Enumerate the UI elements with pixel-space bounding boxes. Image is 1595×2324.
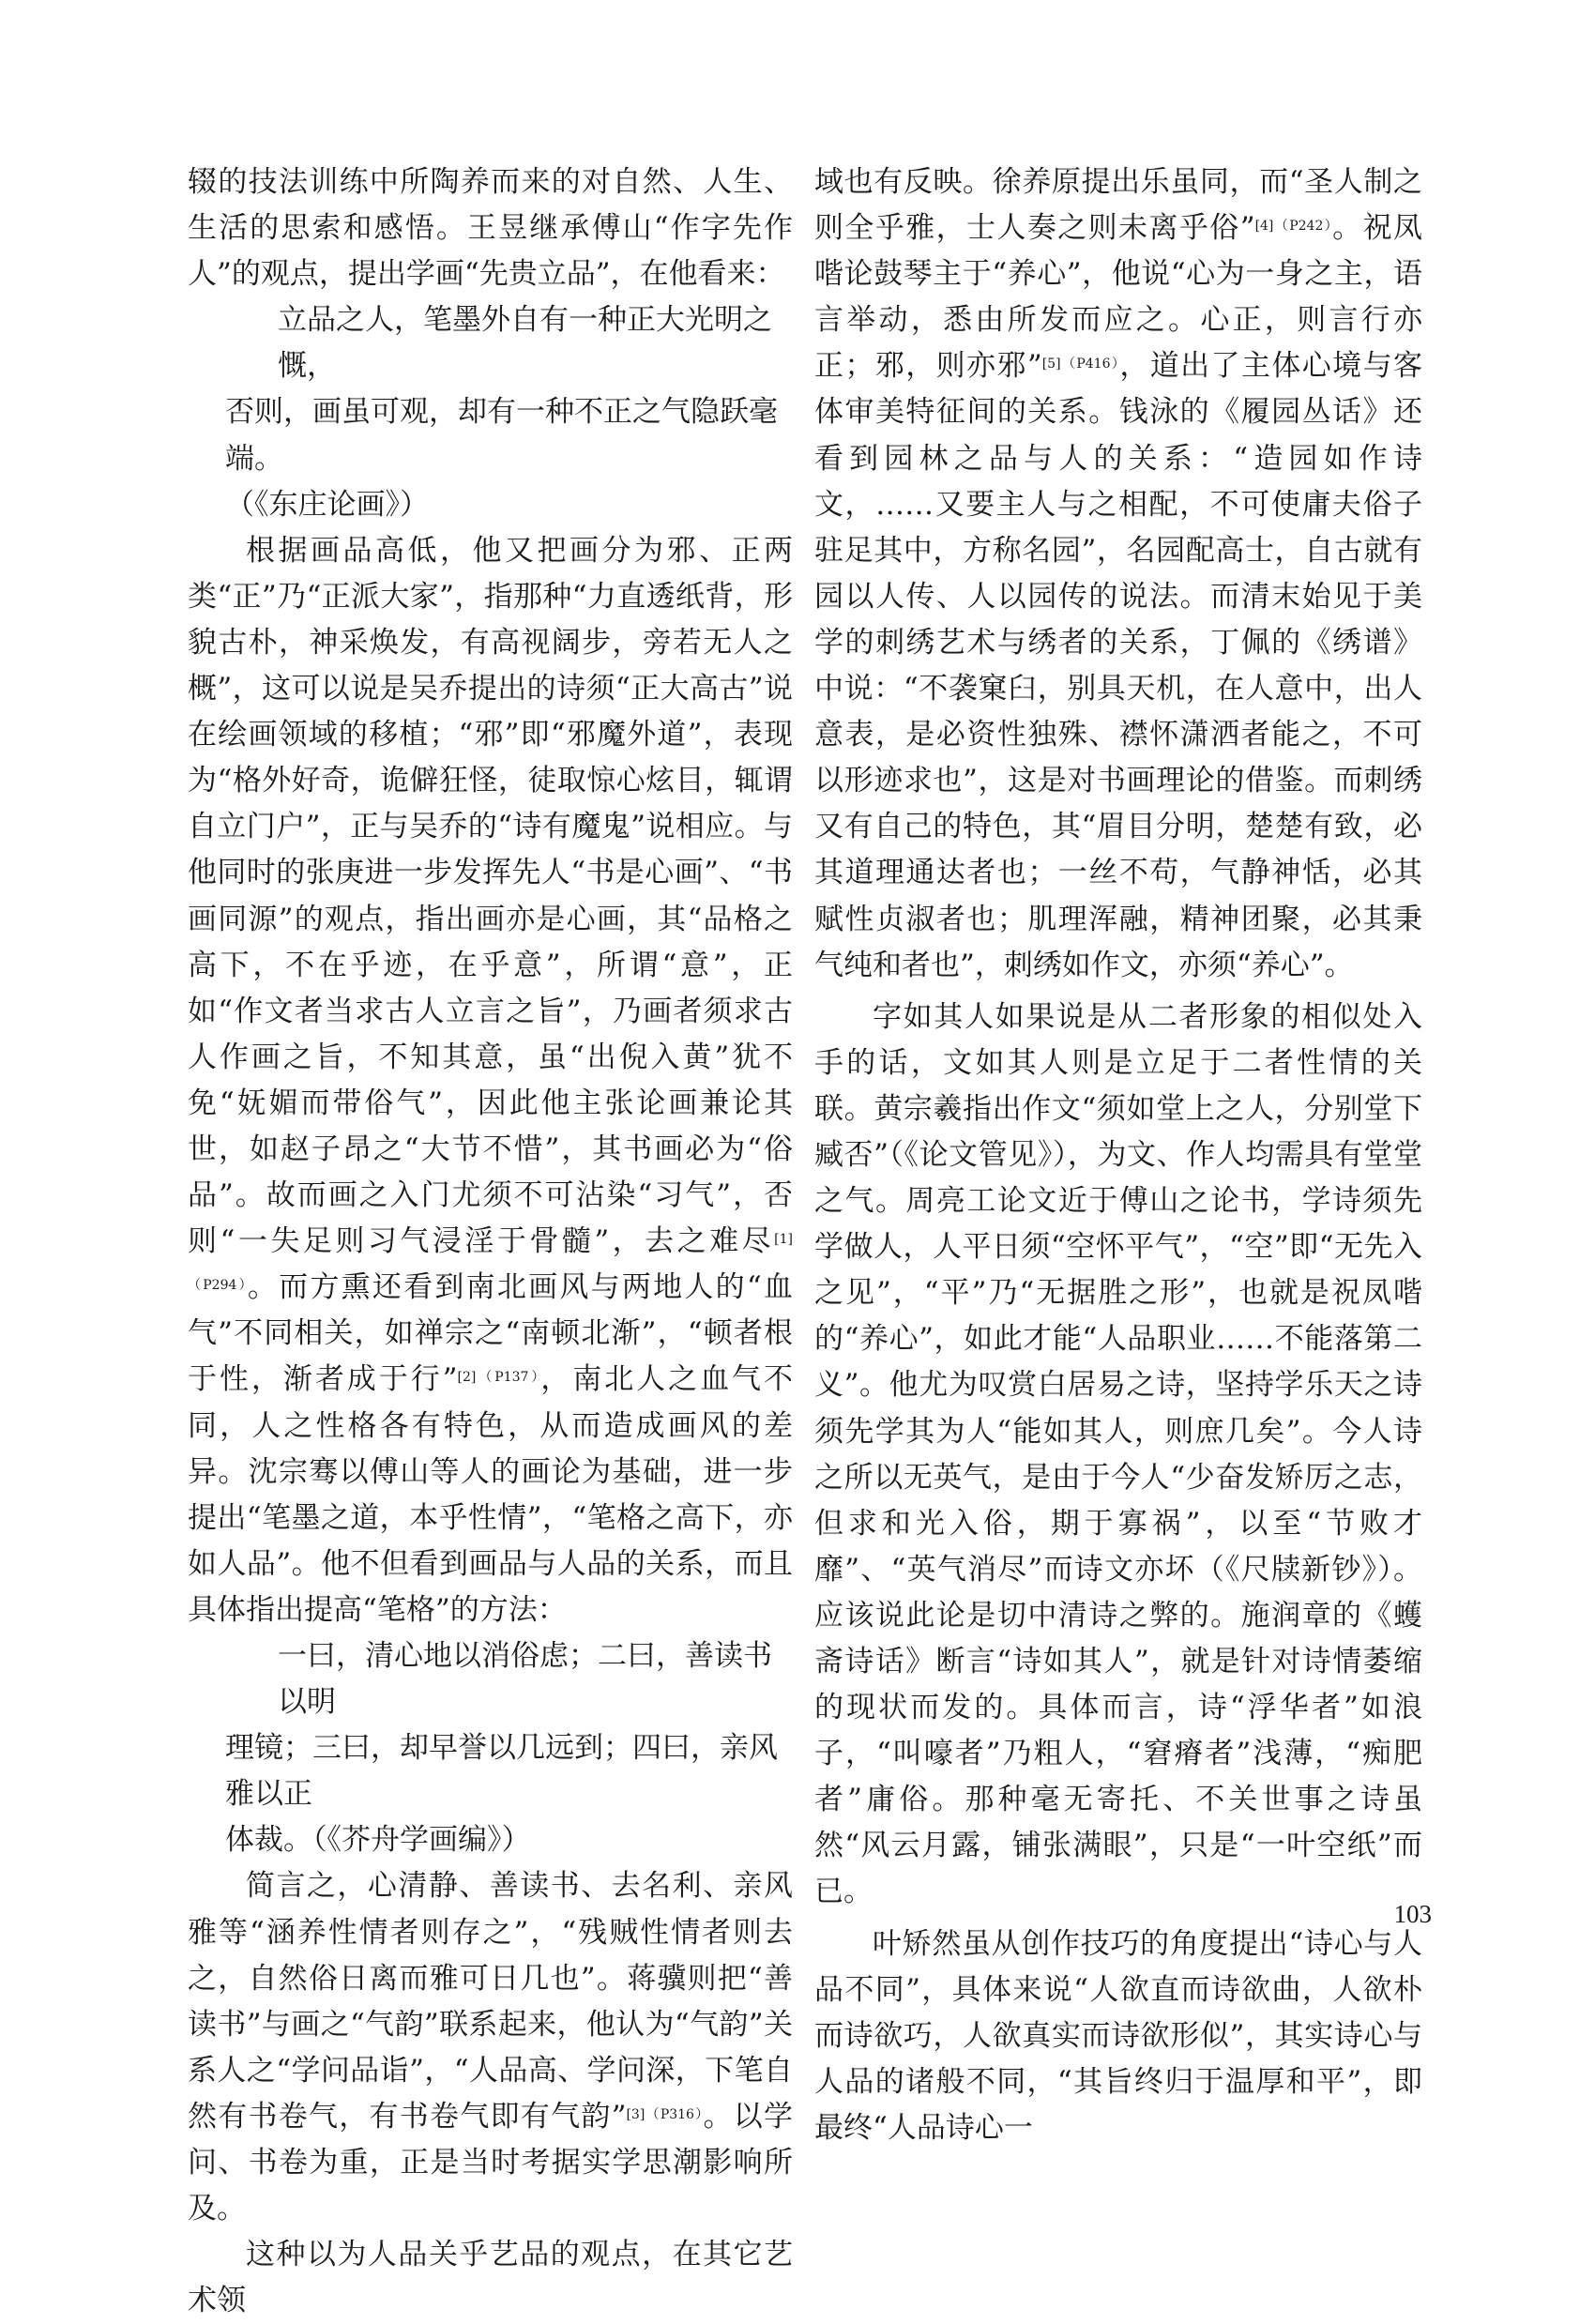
citation-ref: [5]（P416） — [1041, 357, 1120, 372]
block-quote — [188, 1633, 793, 1863]
block-quote — [188, 297, 793, 527]
quote-line: 一曰，清心地以消俗虑；二曰，善读书以明 — [278, 1639, 772, 1720]
body-paragraph: 字如其人如果说是从二者形象的相似处入手的话，文如其人则是立足于二者性情的关联。黄宗羲指出作文“须如堂上之人，分别堂下臧否”（《论文管见》），为文、作人均需具有堂堂之气。周亮工论文近于傅山之论书，学诗须先学做人，人平日须“空怀平气”，“空”即“无先入之见”，“平”乃“无据胜之形”，也就是祝凤喈的“养心”，如此才能“人品职业……不能落第二义”。他尤为叹赏白居易之诗，坚持学乐天之诗须先学其为人“能如其人，则庶几矣”。今人诗之所以无英气，是由于今人“少奋发矫厉之志，但求和光入俗，期于寡祸”，以至“节败才靡”、“英气消尽”而诗文亦坏（《尺牍新钞》）。应该说此论是切中清诗之弊的。施润章的《蠖斋诗话》断言“诗如其人”，就是针对诗情萎缩的现状而发的。具体而言，诗“浮华者”如浪子，“叫嚎者”乃粗人，“窘瘠者”浅薄，“痴肥者”庸俗。那种毫无寄托、不关世事之诗虽然“风云月露，铺张满眼”，只是“一叶空纸”而已。 — [814, 999, 1422, 1909]
text-run: 。以学问、书卷为重，正是当时考据实学思潮影响所及。 — [188, 2099, 793, 2226]
text-run: ，道出了主体心境与客体审美特征间的关系。钱泳的《履园丛话》还看到园林之品与人的关系：“造园如作诗文，……又要主人与之相配，不可使庸夫俗子驻足其中，方称名园”，名园配高士，自古就有园以人传、人以园传的说法。而清末始见于美学的刺绣艺术与绣者的关系，丁佩的《绣谱》中说：“不袭窠臼，别具天机，在人意中，出人意表，是必资性独殊、襟怀潇洒者能之，不可以形迹求也”，这是对书画理论的借鉴。而刺绣又有自己的特色，其“眉目分明，楚楚有致，必其道理通达者也；一丝不苟，气静神恬，必其赋性贞淑者也；肌理浑融，精神团聚，必其秉气纯和者也”，刺绣如作文，亦须“养心”。 — [814, 349, 1422, 982]
text-run: 。祝凤喈论鼓琴主于“养心”，他说“心为一身之主，语言举动，悉由所发而应之。心正，则言行亦正；邪，则亦邪” — [814, 211, 1422, 384]
left-column — [188, 159, 793, 2324]
body-paragraph — [814, 159, 1422, 989]
quote-source: （《东庄论画》） — [225, 487, 429, 522]
body-paragraph: 辍的技法训练中所陶养而来的对自然、人生、生活的思索和感悟。王昱继承傅山“作字先作人”的观点，提出学画“先贵立品”，在他看来： — [188, 165, 793, 292]
quote-line: 理镜；三曰，却早誉以几远到；四曰，亲风雅以正 — [225, 1731, 778, 1812]
body-paragraph — [188, 1863, 793, 2232]
text-run: ，南北人之血气不同，人之性格各有特色，从而造成画风的差异。沈宗骞以傅山等人的画论为基础，进一步提出“笔墨之道，本乎性情”，“笔格之高下，亦如人品”。他不但看到画品与人品的关系，而且具体指出提高“笔格”的方法： — [188, 1362, 793, 1627]
citation-ref: [3]（P316） — [626, 2106, 704, 2122]
quote-line: 体裁。（《芥舟学画编》） — [225, 1823, 531, 1858]
text-run: 域也有反映。徐养原提出乐虽同，而“圣人制之则全乎雅，士人奏之则未离乎俗” — [814, 165, 1422, 246]
page-number: 103 — [1393, 1900, 1432, 1928]
body-paragraph — [188, 528, 793, 1633]
body-paragraph: 叶矫然虽从创作技巧的角度提出“诗心与人品不同”，具体来说“人欲直而诗欲曲，人欲朴而诗欲巧，人欲真实而诗欲形似”，其实诗心与人品的诸般不同，“其旨终归于温厚和平”，即最终“人品诗心一 — [814, 1926, 1422, 2145]
right-column — [814, 159, 1422, 2151]
quote-line: 否则，画虽可观，却有一种不正之气隐跃毫端。 — [225, 395, 778, 476]
citation-ref: [2]（P137） — [457, 1370, 541, 1386]
citation-ref: [4]（P242） — [1254, 219, 1333, 235]
text-run: 简言之，心清静、善读书、去名利、亲风雅等“涵养性情者则存之”，“残贼性情者则去之，自然俗日离而雅可日几也”。蒋骥则把“善读书”与画之“气韵”联系起来，他认为“气韵”关系人之“学问品诣”，“人品高、学问深，下笔自然有书卷气，有书卷气即有气韵” — [188, 1869, 793, 2134]
body-paragraph: 这种以为人品关乎艺品的观点，在其它艺术领 — [188, 2238, 793, 2318]
quote-line: 立品之人，笔墨外自有一种正大光明之慨， — [278, 303, 772, 384]
text-run: 。而方熏还看到南北画风与两地人的“血气”不同相关，如禅宗之“南顿北渐”，“顿者根于性，渐者成于行” — [188, 1270, 794, 1397]
citation-ref: [1]（P294） — [188, 1232, 793, 1294]
text-run: 根据画品高低，他又把画分为邪、正两类“正”乃“正派大家”，指那种“力直透纸背，形貌古朴，神采焕发，有高视阔步，旁若无人之概”，这可以说是吴乔提出的诗须“正大高古”说在绘画领域的移植；“邪”即“邪魔外道”，表现为“格外好奇，诡僻狂怪，徒取惊心炫目，辄谓自立门户”，正与吴乔的“诗有魔鬼”说相应。与他同时的张庚进一步发挥先人“书是心画”、“书画同源”的观点，指出画亦是心画，其“品格之高下，不在乎迹，在乎意”，所谓“意”，正如“作文者当求古人立言之旨”，乃画者须求古人作画之旨，不知其意，虽“出倪入黄”犹不免“妩媚而带俗气”，因此他主张论画兼论其世，如赵子昂之“大节不惜”，其书画必为“俗品”。故而画之入门尤须不可沾染“习气”，否则“一失足则习气浸淫于骨髓”，去之难尽 — [188, 533, 794, 1259]
